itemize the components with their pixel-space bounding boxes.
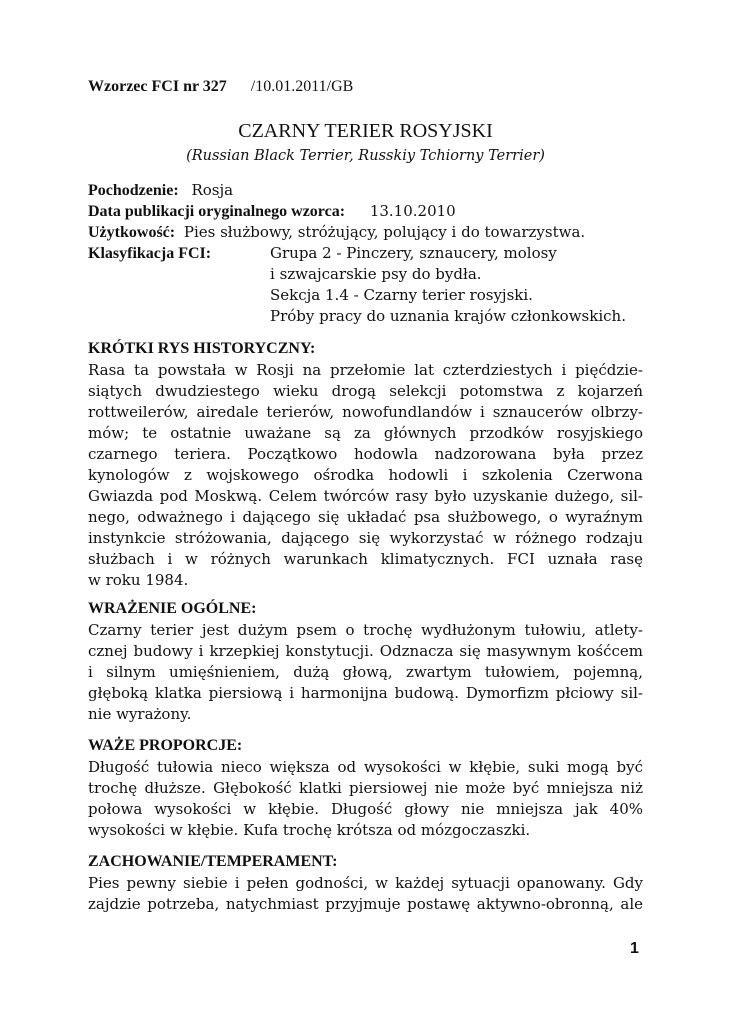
classification-label: Klasyfikacja FCI:: [88, 245, 212, 262]
origin-row: [88, 180, 626, 201]
utility-label: Użytkowość:: [88, 224, 176, 241]
classification-line: i szwajcarskie psy do bydła.: [270, 265, 482, 283]
text-line: Gwiazda pod Moskwą. Celem twórców rasy było uzyskanie dużego, sil-: [88, 487, 643, 505]
text-line: instynkcie stróżowania, dającego się wykorzystać w różnego rodzaju: [88, 529, 643, 547]
classification-row: [88, 243, 626, 327]
temperament-heading: ZACHOWANIE/TEMPERAMENT:: [88, 853, 338, 870]
standard-header: [88, 78, 353, 96]
text-line: nie wyrażony.: [88, 705, 192, 723]
proportions-heading: WAŻE PROPORCJE:: [88, 737, 243, 754]
standard-code: Wzorzec FCI nr 327: [88, 78, 227, 95]
breed-title: CZARNY TERIER ROSYJSKI: [238, 120, 493, 142]
text-line: i silnym umięśnieniem, dużą głową, zwartym tułowiem, pojemną,: [88, 663, 643, 681]
origin-label: Pochodzenie:: [88, 182, 179, 199]
text-line: siątych dwudziestego wieku drogą selekcji potomstwa z kojarzeń: [88, 382, 643, 400]
breed-subtitle: (Russian Black Terrier, Russkiy Tchiorny Terrier): [186, 148, 545, 164]
text-line: Pies pewny siebie i pełen godności, w każdej sytuacji opanowany. Gdy: [88, 874, 643, 892]
text-line: wysokości w kłębie. Kufa trochę krótsza od mózgoczaszki.: [88, 821, 531, 839]
utility-row: [88, 222, 626, 243]
text-line: Czarny terier jest dużym psem o trochę wydłużonym tułowiu, atlety-: [88, 621, 643, 639]
standard-date-ref: /10.01.2011/GB: [250, 78, 354, 95]
pubdate-row: [88, 201, 626, 222]
general-appearance-paragraph: [88, 620, 643, 725]
text-line: rottweilerów, airedale terierów, nowofundlandów i sznaucerów olbrzy-: [88, 403, 643, 421]
text-line: czarnego teriera. Początkowo hodowla nadzorowana była przez: [88, 445, 643, 463]
text-line: cznej budowy i krzepkiej konstytucji. Odznacza się masywnym kośćcem: [88, 642, 643, 660]
origin-value: Rosja: [191, 181, 234, 199]
classification-values: [270, 243, 626, 327]
utility-value: Pies służbowy, stróżujący, polujący i do towarzystwa.: [183, 223, 586, 241]
text-line: kynologów z wojskowego ośrodka hodowli i szkolenia Czerwona: [88, 466, 643, 484]
classification-line: Sekcja 1.4 - Czarny terier rosyjski.: [270, 286, 533, 304]
history-paragraph: [88, 360, 643, 591]
text-line: nego, odważnego i dającego się układać psa służbowego, o wyraźnym: [88, 508, 643, 526]
general-appearance-heading: WRAŻENIE OGÓLNE:: [88, 600, 257, 617]
text-line: głęboką klatka piersiową i harmonijna budową. Dymorfizm płciowy sil-: [88, 684, 643, 702]
text-line: trochę dłuższe. Głębokość klatki piersiowej nie może być mniejsza niż: [88, 779, 643, 797]
text-line: Rasa ta powstała w Rosji na przełomie lat czterdziestych i pięćdzie-: [88, 361, 643, 379]
pubdate-label: Data publikacji oryginalnego wzorca:: [88, 203, 346, 220]
breed-metadata: [88, 180, 626, 327]
text-line: mów; te ostatnie uważane są za głównych przodków rosyjskiego: [88, 424, 643, 442]
classification-line: Grupa 2 - Pinczery, sznaucery, molosy: [270, 244, 557, 262]
page-number: 1: [630, 940, 639, 957]
text-line: połowa wysokości w kłębie. Długość głowy nie mniejsza jak 40%: [88, 800, 643, 818]
history-heading: KRÓTKI RYS HISTORYCZNY:: [88, 340, 316, 357]
temperament-paragraph: [88, 873, 643, 915]
proportions-paragraph: [88, 757, 643, 841]
classification-line: Próby pracy do uznania krajów członkowskich.: [270, 307, 626, 325]
pubdate-value: 13.10.2010: [369, 202, 456, 220]
text-line: w roku 1984.: [88, 571, 189, 589]
text-line: Długość tułowia nieco większa od wysokości w kłębie, suki mogą być: [88, 758, 643, 776]
text-line: służbach i w różnych warunkach klimatycznych. FCI uznała rasę: [88, 550, 643, 568]
text-line: zajdzie potrzeba, natychmiast przyjmuje postawę aktywno-obronną, ale: [88, 895, 643, 913]
